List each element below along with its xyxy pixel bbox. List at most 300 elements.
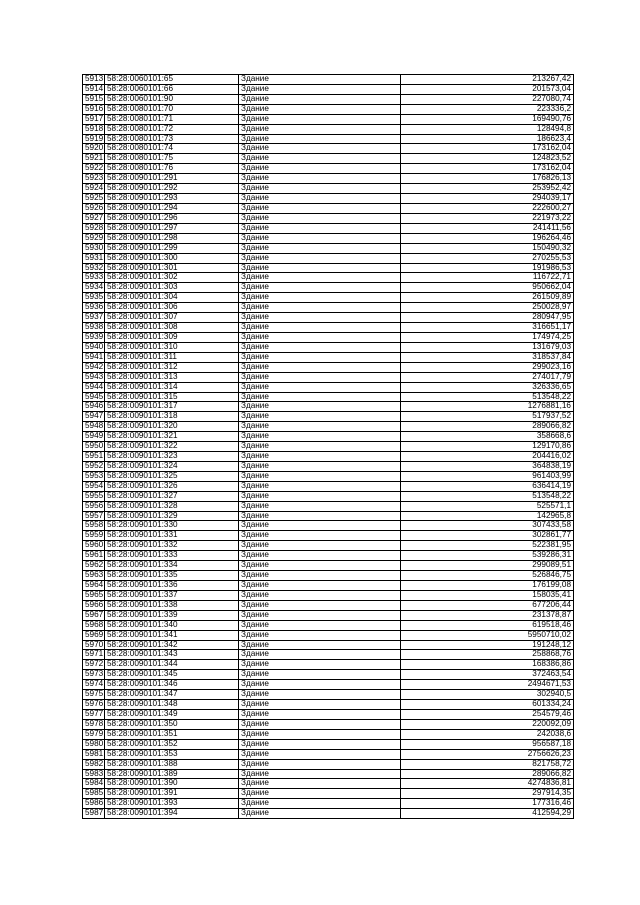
cadastral-number: 58:28:0080101:76 bbox=[105, 164, 239, 174]
object-type: Здание bbox=[239, 481, 401, 491]
table-row bbox=[83, 422, 574, 432]
object-type: Здание bbox=[239, 511, 401, 521]
cadastral-value: 254579,46 bbox=[401, 710, 574, 720]
cadastral-number: 58:28:0080101:74 bbox=[105, 144, 239, 154]
cadastral-value: 601334,24 bbox=[401, 700, 574, 710]
cadastral-number: 58:28:0090101:296 bbox=[105, 213, 239, 223]
cadastral-value: 525571,1 bbox=[401, 501, 574, 511]
table-row bbox=[83, 630, 574, 640]
row-number: 5978 bbox=[83, 719, 105, 729]
object-type: Здание bbox=[239, 501, 401, 511]
object-type: Здание bbox=[239, 710, 401, 720]
table-row bbox=[83, 164, 574, 174]
cadastral-number: 58:28:0090101:332 bbox=[105, 541, 239, 551]
cadastral-value: 191248,12 bbox=[401, 640, 574, 650]
cadastral-number: 58:28:0090101:345 bbox=[105, 670, 239, 680]
cadastral-value: 253952,42 bbox=[401, 184, 574, 194]
row-number: 5929 bbox=[83, 233, 105, 243]
object-type: Здание bbox=[239, 124, 401, 134]
row-number: 5969 bbox=[83, 630, 105, 640]
cadastral-value: 213267,42 bbox=[401, 75, 574, 85]
object-type: Здание bbox=[239, 362, 401, 372]
cadastral-value: 129170,86 bbox=[401, 442, 574, 452]
cadastral-value: 513548,22 bbox=[401, 392, 574, 402]
cadastral-value: 522381,95 bbox=[401, 541, 574, 551]
row-number: 5921 bbox=[83, 154, 105, 164]
cadastral-value: 222600,27 bbox=[401, 203, 574, 213]
table-row bbox=[83, 412, 574, 422]
table-row bbox=[83, 719, 574, 729]
table-row bbox=[83, 392, 574, 402]
table-row bbox=[83, 194, 574, 204]
row-number: 5941 bbox=[83, 352, 105, 362]
cadastral-value: 116722,71 bbox=[401, 273, 574, 283]
row-number: 5957 bbox=[83, 511, 105, 521]
cadastral-number: 58:28:0090101:318 bbox=[105, 412, 239, 422]
row-number: 5968 bbox=[83, 620, 105, 630]
cadastral-value: 302940,5 bbox=[401, 690, 574, 700]
cadastral-value: 619518,46 bbox=[401, 620, 574, 630]
table-row bbox=[83, 273, 574, 283]
table-row bbox=[83, 243, 574, 253]
row-number: 5984 bbox=[83, 779, 105, 789]
table-row bbox=[83, 541, 574, 551]
cadastral-value: 142965,8 bbox=[401, 511, 574, 521]
row-number: 5964 bbox=[83, 581, 105, 591]
object-type: Здание bbox=[239, 203, 401, 213]
row-number: 5917 bbox=[83, 114, 105, 124]
object-type: Здание bbox=[239, 412, 401, 422]
object-type: Здание bbox=[239, 134, 401, 144]
cadastral-number: 58:28:0090101:291 bbox=[105, 174, 239, 184]
row-number: 5913 bbox=[83, 75, 105, 85]
table-row bbox=[83, 769, 574, 779]
cadastral-number: 58:28:0090101:304 bbox=[105, 293, 239, 303]
object-type: Здание bbox=[239, 432, 401, 442]
object-type: Здание bbox=[239, 779, 401, 789]
cadastral-number: 58:28:0090101:335 bbox=[105, 571, 239, 581]
cadastral-value: 956587,18 bbox=[401, 739, 574, 749]
object-type: Здание bbox=[239, 590, 401, 600]
object-type: Здание bbox=[239, 382, 401, 392]
table-row bbox=[83, 799, 574, 809]
object-type: Здание bbox=[239, 541, 401, 551]
object-type: Здание bbox=[239, 581, 401, 591]
cadastral-value: 294039,17 bbox=[401, 194, 574, 204]
row-number: 5920 bbox=[83, 144, 105, 154]
row-number: 5934 bbox=[83, 283, 105, 293]
cadastral-value: 274017,79 bbox=[401, 372, 574, 382]
object-type: Здание bbox=[239, 184, 401, 194]
cadastral-number: 58:28:0090101:307 bbox=[105, 313, 239, 323]
cadastral-value: 231378,87 bbox=[401, 610, 574, 620]
cadastral-value: 318537,84 bbox=[401, 352, 574, 362]
row-number: 5980 bbox=[83, 739, 105, 749]
cadastral-value: 242038,6 bbox=[401, 729, 574, 739]
object-type: Здание bbox=[239, 174, 401, 184]
cadastral-value: 204416,02 bbox=[401, 452, 574, 462]
table-row bbox=[83, 332, 574, 342]
cadastral-number: 58:28:0090101:292 bbox=[105, 184, 239, 194]
object-type: Здание bbox=[239, 84, 401, 94]
object-type: Здание bbox=[239, 719, 401, 729]
object-type: Здание bbox=[239, 154, 401, 164]
object-type: Здание bbox=[239, 680, 401, 690]
table-row bbox=[83, 670, 574, 680]
row-number: 5976 bbox=[83, 700, 105, 710]
cadastral-value: 128494,8 bbox=[401, 124, 574, 134]
cadastral-number: 58:28:0090101:297 bbox=[105, 223, 239, 233]
cadastral-value: 364838,19 bbox=[401, 461, 574, 471]
row-number: 5945 bbox=[83, 392, 105, 402]
object-type: Здание bbox=[239, 739, 401, 749]
row-number: 5975 bbox=[83, 690, 105, 700]
row-number: 5954 bbox=[83, 481, 105, 491]
table-row bbox=[83, 600, 574, 610]
cadastral-value: 227080,74 bbox=[401, 94, 574, 104]
table-row bbox=[83, 531, 574, 541]
table-row bbox=[83, 84, 574, 94]
object-type: Здание bbox=[239, 293, 401, 303]
object-type: Здание bbox=[239, 273, 401, 283]
row-number: 5965 bbox=[83, 590, 105, 600]
table-row bbox=[83, 75, 574, 85]
cadastral-number: 58:28:0080101:72 bbox=[105, 124, 239, 134]
cadastral-value: 302861,77 bbox=[401, 531, 574, 541]
table-row bbox=[83, 620, 574, 630]
cadastral-number: 58:28:0080101:75 bbox=[105, 154, 239, 164]
table-row bbox=[83, 174, 574, 184]
object-type: Здание bbox=[239, 104, 401, 114]
row-number: 5928 bbox=[83, 223, 105, 233]
object-type: Здание bbox=[239, 372, 401, 382]
cadastral-value: 636414,19 bbox=[401, 481, 574, 491]
object-type: Здание bbox=[239, 332, 401, 342]
table-row bbox=[83, 442, 574, 452]
object-type: Здание bbox=[239, 700, 401, 710]
row-number: 5982 bbox=[83, 759, 105, 769]
cadastral-number: 58:28:0090101:352 bbox=[105, 739, 239, 749]
cadastral-number: 58:28:0090101:310 bbox=[105, 342, 239, 352]
table-row bbox=[83, 551, 574, 561]
cadastral-number: 58:28:0090101:344 bbox=[105, 660, 239, 670]
object-type: Здание bbox=[239, 521, 401, 531]
table-row bbox=[83, 739, 574, 749]
object-type: Здание bbox=[239, 610, 401, 620]
cadastral-value: 196264,46 bbox=[401, 233, 574, 243]
table-row bbox=[83, 233, 574, 243]
object-type: Здание bbox=[239, 223, 401, 233]
cadastral-number: 58:28:0090101:353 bbox=[105, 749, 239, 759]
cadastral-value: 326336,65 bbox=[401, 382, 574, 392]
cadastral-value: 821758,72 bbox=[401, 759, 574, 769]
row-number: 5962 bbox=[83, 561, 105, 571]
cadastral-number: 58:28:0090101:331 bbox=[105, 531, 239, 541]
object-type: Здание bbox=[239, 769, 401, 779]
row-number: 5936 bbox=[83, 303, 105, 313]
cadastral-value: 4274836,81 bbox=[401, 779, 574, 789]
cadastral-number: 58:28:0090101:320 bbox=[105, 422, 239, 432]
row-number: 5955 bbox=[83, 491, 105, 501]
table-row bbox=[83, 144, 574, 154]
cadastral-value: 261509,89 bbox=[401, 293, 574, 303]
row-number: 5933 bbox=[83, 273, 105, 283]
table-row bbox=[83, 352, 574, 362]
row-number: 5979 bbox=[83, 729, 105, 739]
cadastral-value: 223336,2 bbox=[401, 104, 574, 114]
table-row bbox=[83, 372, 574, 382]
cadastral-number: 58:28:0090101:303 bbox=[105, 283, 239, 293]
cadastral-number: 58:28:0090101:388 bbox=[105, 759, 239, 769]
object-type: Здание bbox=[239, 422, 401, 432]
row-number: 5948 bbox=[83, 422, 105, 432]
row-number: 5959 bbox=[83, 531, 105, 541]
table-row bbox=[83, 759, 574, 769]
cadastral-value: 191986,53 bbox=[401, 263, 574, 273]
object-type: Здание bbox=[239, 452, 401, 462]
object-type: Здание bbox=[239, 263, 401, 273]
cadastral-number: 58:28:0090101:315 bbox=[105, 392, 239, 402]
table-row bbox=[83, 154, 574, 164]
cadastral-value: 221973,22 bbox=[401, 213, 574, 223]
cadastral-value: 176826,13 bbox=[401, 174, 574, 184]
row-number: 5938 bbox=[83, 323, 105, 333]
cadastral-number: 58:28:0090101:340 bbox=[105, 620, 239, 630]
cadastral-number: 58:28:0090101:390 bbox=[105, 779, 239, 789]
cadastral-value: 169490,76 bbox=[401, 114, 574, 124]
cadastral-value: 241411,56 bbox=[401, 223, 574, 233]
object-type: Здание bbox=[239, 471, 401, 481]
cadastral-value: 186623,4 bbox=[401, 134, 574, 144]
row-number: 5970 bbox=[83, 640, 105, 650]
object-type: Здание bbox=[239, 94, 401, 104]
cadastral-value: 124823,52 bbox=[401, 154, 574, 164]
cadastral-value: 412594,29 bbox=[401, 809, 574, 819]
cadastral-number: 58:28:0090101:323 bbox=[105, 452, 239, 462]
table-row bbox=[83, 362, 574, 372]
object-type: Здание bbox=[239, 461, 401, 471]
cadastral-number: 58:28:0090101:294 bbox=[105, 203, 239, 213]
table-row bbox=[83, 104, 574, 114]
cadastral-value: 2494671,53 bbox=[401, 680, 574, 690]
cadastral-value: 289066,82 bbox=[401, 769, 574, 779]
object-type: Здание bbox=[239, 640, 401, 650]
object-type: Здание bbox=[239, 531, 401, 541]
object-type: Здание bbox=[239, 809, 401, 819]
cadastral-value: 176199,08 bbox=[401, 581, 574, 591]
table-row bbox=[83, 789, 574, 799]
row-number: 5939 bbox=[83, 332, 105, 342]
table-row bbox=[83, 184, 574, 194]
cadastral-number: 58:28:0090101:302 bbox=[105, 273, 239, 283]
cadastral-number: 58:28:0090101:348 bbox=[105, 700, 239, 710]
row-number: 5987 bbox=[83, 809, 105, 819]
cadastral-value: 173162,04 bbox=[401, 144, 574, 154]
object-type: Здание bbox=[239, 303, 401, 313]
cadastral-number: 58:28:0090101:341 bbox=[105, 630, 239, 640]
cadastral-number: 58:28:0090101:313 bbox=[105, 372, 239, 382]
cadastral-number: 58:28:0060101:66 bbox=[105, 84, 239, 94]
table-row bbox=[83, 461, 574, 471]
cadastral-value: 1276881,16 bbox=[401, 402, 574, 412]
table-row bbox=[83, 313, 574, 323]
cadastral-value: 961403,99 bbox=[401, 471, 574, 481]
row-number: 5953 bbox=[83, 471, 105, 481]
row-number: 5960 bbox=[83, 541, 105, 551]
object-type: Здание bbox=[239, 213, 401, 223]
row-number: 5926 bbox=[83, 203, 105, 213]
object-type: Здание bbox=[239, 283, 401, 293]
cadastral-number: 58:28:0090101:300 bbox=[105, 253, 239, 263]
cadastral-number: 58:28:0090101:333 bbox=[105, 551, 239, 561]
object-type: Здание bbox=[239, 352, 401, 362]
cadastral-value: 174974,25 bbox=[401, 332, 574, 342]
row-number: 5946 bbox=[83, 402, 105, 412]
cadastral-number: 58:28:0090101:339 bbox=[105, 610, 239, 620]
table-row bbox=[83, 323, 574, 333]
cadastral-number: 58:28:0090101:343 bbox=[105, 650, 239, 660]
row-number: 5986 bbox=[83, 799, 105, 809]
row-number: 5935 bbox=[83, 293, 105, 303]
cadastral-number: 58:28:0060101:65 bbox=[105, 75, 239, 85]
cadastral-number: 58:28:0090101:314 bbox=[105, 382, 239, 392]
row-number: 5950 bbox=[83, 442, 105, 452]
cadastral-number: 58:28:0090101:337 bbox=[105, 590, 239, 600]
table-row bbox=[83, 481, 574, 491]
object-type: Здание bbox=[239, 253, 401, 263]
cadastral-value: 950662,04 bbox=[401, 283, 574, 293]
table-row bbox=[83, 124, 574, 134]
table-row bbox=[83, 590, 574, 600]
cadastral-number: 58:28:0090101:350 bbox=[105, 719, 239, 729]
table-row bbox=[83, 432, 574, 442]
table-row bbox=[83, 571, 574, 581]
row-number: 5967 bbox=[83, 610, 105, 620]
cadastral-number: 58:28:0090101:299 bbox=[105, 243, 239, 253]
cadastral-number: 58:28:0090101:328 bbox=[105, 501, 239, 511]
cadastral-value: 677206,44 bbox=[401, 600, 574, 610]
table-row bbox=[83, 729, 574, 739]
row-number: 5937 bbox=[83, 313, 105, 323]
object-type: Здание bbox=[239, 194, 401, 204]
row-number: 5981 bbox=[83, 749, 105, 759]
table-row bbox=[83, 809, 574, 819]
table-body bbox=[83, 75, 574, 819]
cadastral-number: 58:28:0080101:73 bbox=[105, 134, 239, 144]
row-number: 5985 bbox=[83, 789, 105, 799]
cadastral-number: 58:28:0090101:338 bbox=[105, 600, 239, 610]
table-row bbox=[83, 203, 574, 213]
table-row bbox=[83, 114, 574, 124]
table-row bbox=[83, 293, 574, 303]
row-number: 5943 bbox=[83, 372, 105, 382]
cadastral-number: 58:28:0090101:325 bbox=[105, 471, 239, 481]
object-type: Здание bbox=[239, 620, 401, 630]
row-number: 5966 bbox=[83, 600, 105, 610]
table-row bbox=[83, 263, 574, 273]
table-row bbox=[83, 710, 574, 720]
row-number: 5931 bbox=[83, 253, 105, 263]
cadastral-number: 58:28:0090101:329 bbox=[105, 511, 239, 521]
cadastral-value: 526846,75 bbox=[401, 571, 574, 581]
table-row bbox=[83, 660, 574, 670]
row-number: 5972 bbox=[83, 660, 105, 670]
table-row bbox=[83, 491, 574, 501]
cadastral-number: 58:28:0090101:327 bbox=[105, 491, 239, 501]
row-number: 5942 bbox=[83, 362, 105, 372]
row-number: 5925 bbox=[83, 194, 105, 204]
cadastral-value: 297914,35 bbox=[401, 789, 574, 799]
cadastral-number: 58:28:0090101:394 bbox=[105, 809, 239, 819]
table-row bbox=[83, 134, 574, 144]
object-type: Здание bbox=[239, 323, 401, 333]
table-row bbox=[83, 382, 574, 392]
object-type: Здание bbox=[239, 561, 401, 571]
cadastral-value: 513548,22 bbox=[401, 491, 574, 501]
cadastral-value: 131679,03 bbox=[401, 342, 574, 352]
cadastral-number: 58:28:0090101:298 bbox=[105, 233, 239, 243]
table-row bbox=[83, 749, 574, 759]
row-number: 5963 bbox=[83, 571, 105, 581]
table-row bbox=[83, 680, 574, 690]
row-number: 5927 bbox=[83, 213, 105, 223]
object-type: Здание bbox=[239, 660, 401, 670]
cadastral-value: 168386,86 bbox=[401, 660, 574, 670]
table-row bbox=[83, 561, 574, 571]
cadastral-number: 58:28:0090101:311 bbox=[105, 352, 239, 362]
cadastral-number: 58:28:0090101:346 bbox=[105, 680, 239, 690]
object-type: Здание bbox=[239, 114, 401, 124]
cadastral-value: 307433,58 bbox=[401, 521, 574, 531]
row-number: 5944 bbox=[83, 382, 105, 392]
cadastral-number: 58:28:0090101:312 bbox=[105, 362, 239, 372]
object-type: Здание bbox=[239, 75, 401, 85]
object-type: Здание bbox=[239, 600, 401, 610]
row-number: 5932 bbox=[83, 263, 105, 273]
table-row bbox=[83, 700, 574, 710]
cadastral-value: 517937,52 bbox=[401, 412, 574, 422]
table-row bbox=[83, 511, 574, 521]
object-type: Здание bbox=[239, 571, 401, 581]
object-type: Здание bbox=[239, 670, 401, 680]
cadastral-number: 58:28:0090101:389 bbox=[105, 769, 239, 779]
row-number: 5923 bbox=[83, 174, 105, 184]
cadastral-value: 150490,32 bbox=[401, 243, 574, 253]
cadastral-value: 5950710,02 bbox=[401, 630, 574, 640]
table-row bbox=[83, 303, 574, 313]
row-number: 5947 bbox=[83, 412, 105, 422]
row-number: 5956 bbox=[83, 501, 105, 511]
cadastral-value: 2756626,23 bbox=[401, 749, 574, 759]
row-number: 5949 bbox=[83, 432, 105, 442]
row-number: 5973 bbox=[83, 670, 105, 680]
row-number: 5951 bbox=[83, 452, 105, 462]
cadastral-number: 58:28:0090101:308 bbox=[105, 323, 239, 333]
row-number: 5974 bbox=[83, 680, 105, 690]
cadastral-number: 58:28:0090101:309 bbox=[105, 332, 239, 342]
cadastral-value: 358668,6 bbox=[401, 432, 574, 442]
table-row bbox=[83, 213, 574, 223]
table-row bbox=[83, 501, 574, 511]
cadastral-value: 316651,17 bbox=[401, 323, 574, 333]
object-type: Здание bbox=[239, 650, 401, 660]
object-type: Здание bbox=[239, 759, 401, 769]
object-type: Здание bbox=[239, 491, 401, 501]
cadastral-number: 58:28:0090101:326 bbox=[105, 481, 239, 491]
row-number: 5983 bbox=[83, 769, 105, 779]
property-table bbox=[82, 74, 574, 819]
cadastral-number: 58:28:0090101:293 bbox=[105, 194, 239, 204]
